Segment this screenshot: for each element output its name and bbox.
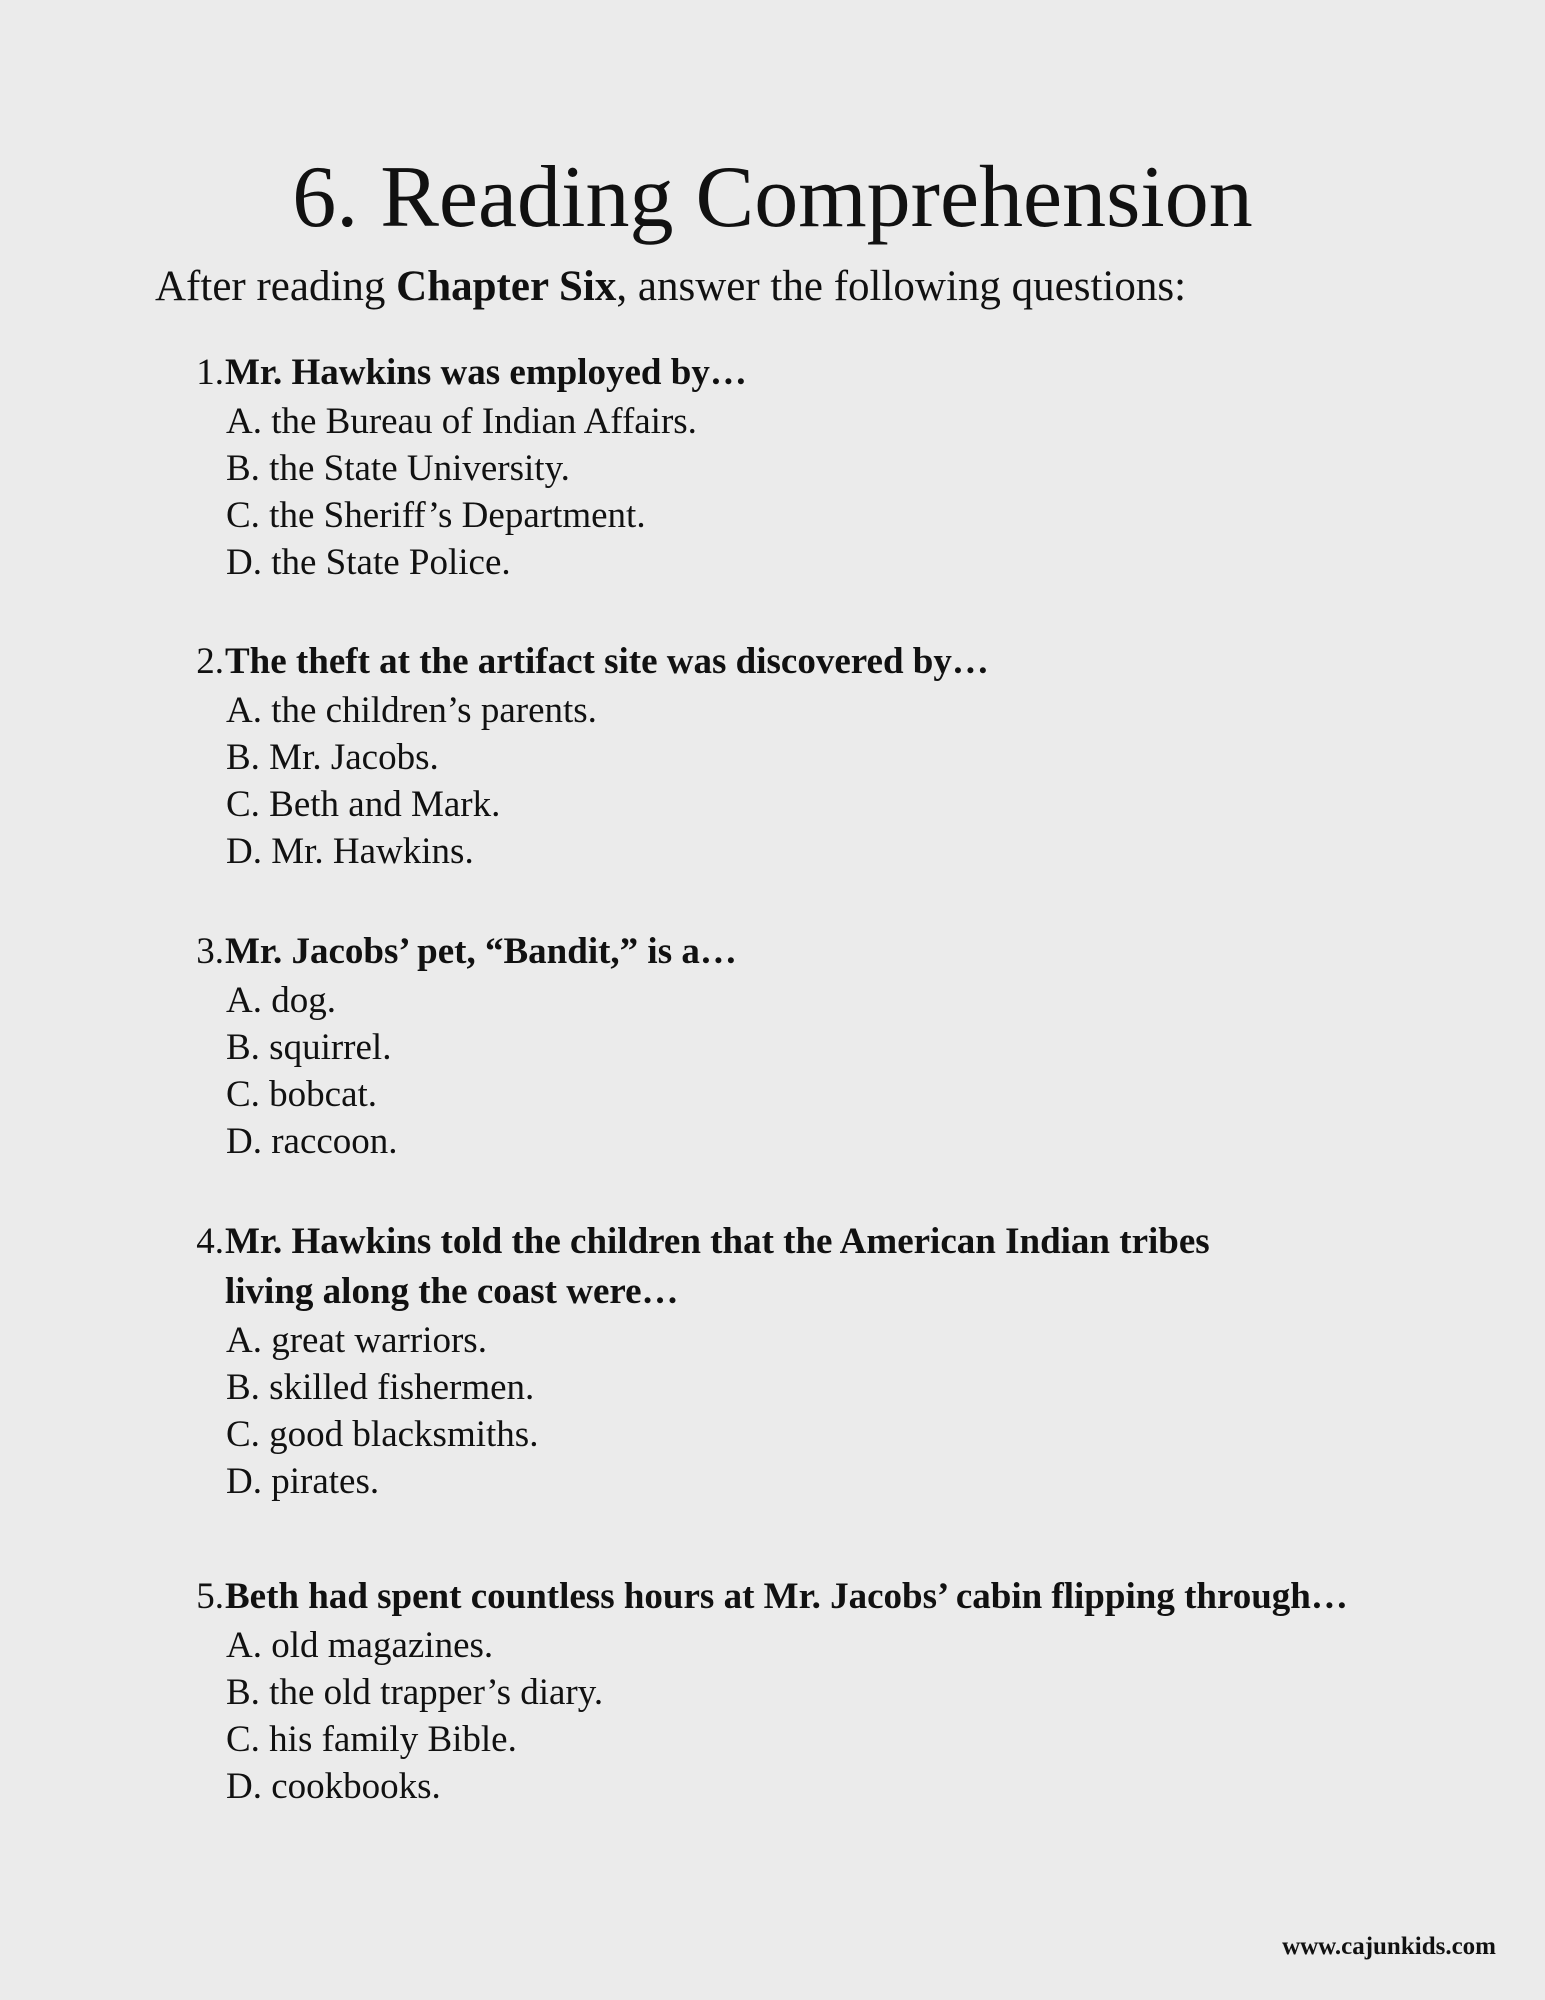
answer-option-b: B. squirrel. xyxy=(226,1027,392,1068)
question-text: Mr. Hawkins was employed by… xyxy=(225,352,747,393)
question-number: 2. xyxy=(196,641,224,682)
question-5 xyxy=(186,1572,1446,1810)
question-number: 4. xyxy=(196,1221,224,1262)
answer-option-c: C. bobcat. xyxy=(226,1074,378,1115)
answer-options xyxy=(226,977,1446,1165)
answer-option-c: C. his family Bible. xyxy=(226,1719,517,1760)
question-heading xyxy=(186,348,1446,398)
question-3 xyxy=(186,927,1446,1165)
answer-option-c: C. the Sheriff’s Department. xyxy=(226,495,646,536)
answer-option-b: B. skilled fishermen. xyxy=(226,1367,535,1408)
answer-option-a: A. dog. xyxy=(226,980,336,1021)
answer-option-a: A. old magazines. xyxy=(226,1625,494,1666)
answer-options xyxy=(226,398,1446,586)
question-text: Mr. Hawkins told the children that the American Indian tribes living along the coast were… xyxy=(225,1221,1210,1312)
question-heading xyxy=(186,927,1446,977)
answer-option-a: A. the Bureau of Indian Affairs. xyxy=(226,401,697,442)
answer-option-d: D. raccoon. xyxy=(226,1121,398,1162)
question-heading xyxy=(186,1572,1446,1622)
answer-option-c: C. Beth and Mark. xyxy=(226,784,501,825)
answer-option-d: D. pirates. xyxy=(226,1461,380,1502)
question-heading xyxy=(186,1217,1306,1317)
question-1 xyxy=(186,348,1446,586)
question-4 xyxy=(186,1217,1306,1505)
question-text: Mr. Jacobs’ pet, “Bandit,” is a… xyxy=(225,931,737,972)
answer-option-a: A. the children’s parents. xyxy=(226,690,597,731)
question-text: Beth had spent countless hours at Mr. Jacobs’ cabin flipping through… xyxy=(225,1576,1348,1617)
question-2 xyxy=(186,637,1446,875)
answer-options xyxy=(226,1317,1306,1505)
answer-option-b: B. the State University. xyxy=(226,448,570,489)
question-number: 5. xyxy=(196,1576,224,1617)
answer-option-b: B. Mr. Jacobs. xyxy=(226,737,439,778)
answer-option-c: C. good blacksmiths. xyxy=(226,1414,539,1455)
answer-option-a: A. great warriors. xyxy=(226,1320,487,1361)
question-number: 3. xyxy=(196,931,224,972)
page-title: 6. Reading Comprehension xyxy=(292,149,1253,246)
answer-option-d: D. Mr. Hawkins. xyxy=(226,831,474,872)
answer-options xyxy=(226,1622,1446,1810)
instructions xyxy=(155,261,1186,313)
instructions-lead: After reading xyxy=(155,263,397,310)
question-heading xyxy=(186,637,1446,687)
question-text: The theft at the artifact site was discovered by… xyxy=(225,641,989,682)
answer-options xyxy=(226,687,1446,875)
question-number: 1. xyxy=(196,352,224,393)
chapter-reference: Chapter Six xyxy=(396,263,617,310)
website-url: www.cajunkids.com xyxy=(1282,1933,1496,1960)
answer-option-d: D. cookbooks. xyxy=(226,1766,441,1807)
answer-option-d: D. the State Police. xyxy=(226,542,511,583)
instructions-tail: , answer the following questions: xyxy=(616,263,1187,310)
answer-option-b: B. the old trapper’s diary. xyxy=(226,1672,604,1713)
